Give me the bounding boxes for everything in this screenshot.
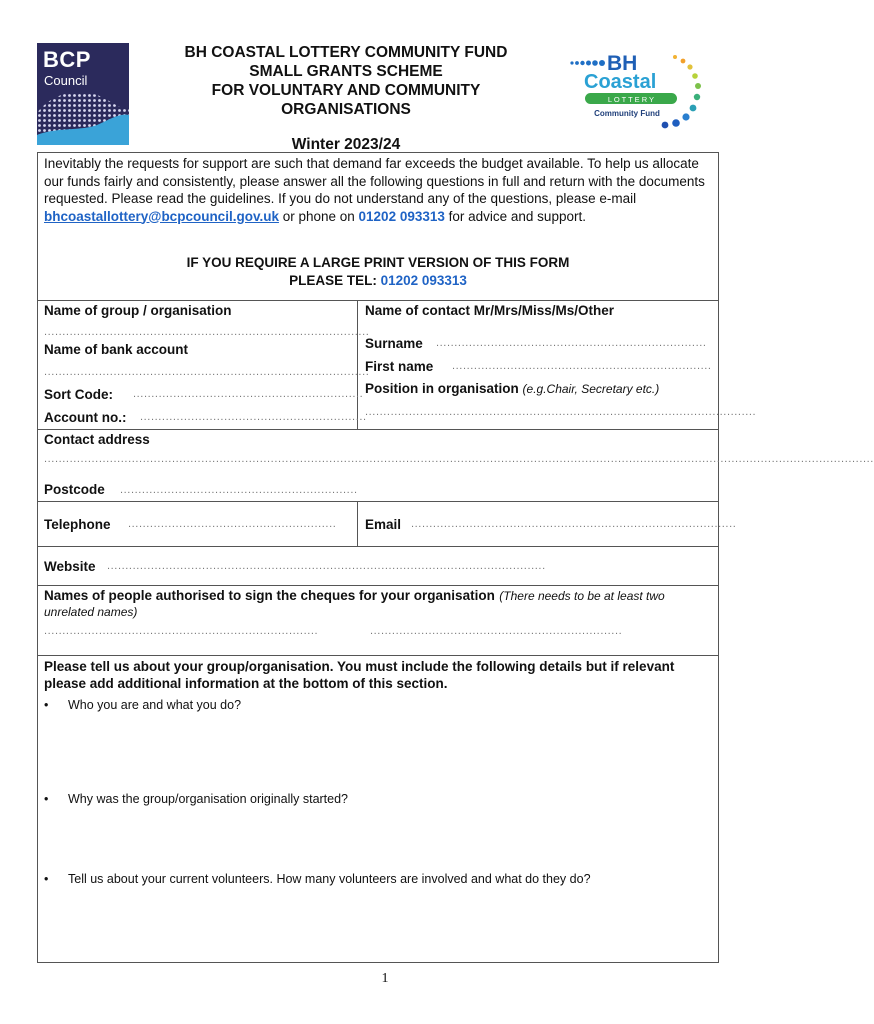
sort-code-label: Sort Code: xyxy=(44,387,113,402)
answer-area-who-you-are[interactable] xyxy=(44,718,712,790)
surname-field[interactable]: .......................................................................... xyxy=(436,337,707,349)
divider xyxy=(37,585,719,586)
contact-address-label: Contact address xyxy=(44,432,150,447)
community-fund-logo-text: Community Fund xyxy=(594,109,660,118)
group-name-label: Name of group / organisation xyxy=(44,303,232,318)
signatories-label xyxy=(44,588,712,620)
bullet-icon: • xyxy=(44,872,49,886)
bank-account-name-field[interactable]: ......................................................................................... xyxy=(44,366,370,378)
contact-name-label: Name of contact Mr/Mrs/Miss/Ms/Other xyxy=(365,303,615,318)
first-name-label: First name xyxy=(365,359,434,374)
group-name-field[interactable]: ......................................................................................... xyxy=(44,326,370,338)
about-bullet-text: Tell us about your current volunteers. How many volunteers are involved and what do they do? xyxy=(68,872,591,886)
form-title xyxy=(140,43,552,119)
intro-text: Inevitably the requests for support are such that demand far exceeds the budget available. To help us allocate our funds fairly and consistently, please answer all the following questions in full and return with the documents requested. Please read the guidelines. If you do not understand any of the questions, please e-mail xyxy=(44,156,705,206)
dotted-wave-graphic xyxy=(37,83,129,145)
bh-coastal-logo-graphic xyxy=(563,43,708,135)
bh-coastal-lottery-logo xyxy=(563,43,708,135)
title-line: FOR VOLUNTARY AND COMMUNITY xyxy=(211,82,481,99)
about-bullet-text: Who you are and what you do? xyxy=(68,698,242,712)
council-logo-text: Council xyxy=(44,73,88,88)
answer-area-volunteers[interactable] xyxy=(44,892,712,958)
telephone-field[interactable]: ......................................................... xyxy=(128,518,337,530)
bullet-icon: • xyxy=(44,792,49,806)
divider xyxy=(37,546,719,547)
bank-account-name-label: Name of bank account xyxy=(44,342,189,357)
about-bullet xyxy=(44,872,591,886)
title-line: BH COASTAL LOTTERY COMMUNITY FUND xyxy=(184,44,508,61)
title-line: ORGANISATIONS xyxy=(281,101,411,118)
postcode-field[interactable]: ................................................................. xyxy=(120,484,358,496)
divider xyxy=(37,300,719,301)
about-bullet xyxy=(44,698,241,712)
bullet-icon: • xyxy=(44,698,49,712)
first-name-field[interactable]: ....................................................................... xyxy=(452,360,712,372)
position-label xyxy=(365,381,659,396)
intro-text: or phone on xyxy=(278,208,359,224)
position-field[interactable]: ........................................................................................................... xyxy=(365,406,757,418)
season-heading: Winter 2023/24 xyxy=(291,136,401,153)
website-field[interactable]: ........................................................................................................................ xyxy=(107,560,546,572)
divider xyxy=(37,655,719,656)
account-number-field[interactable]: .............................................................. xyxy=(140,411,367,423)
divider xyxy=(37,501,719,502)
intro-paragraph xyxy=(44,155,710,225)
signatories-label-text: Names of people authorised to sign the cheques for your organisation xyxy=(44,588,495,603)
large-print-prefix: PLEASE TEL: xyxy=(289,272,381,288)
column-divider xyxy=(357,300,358,429)
position-label-text: Position in organisation xyxy=(365,381,519,396)
page-number: 1 xyxy=(381,971,389,986)
title-line: SMALL GRANTS SCHEME xyxy=(249,63,443,80)
signatories-hint: (There needs to be at least two unrelated names) xyxy=(44,589,665,619)
large-print-line: IF YOU REQUIRE A LARGE PRINT VERSION OF THIS FORM xyxy=(186,255,570,270)
sort-code-field[interactable]: ............................................................... xyxy=(133,388,364,400)
coastal-logo-text: Coastal xyxy=(584,71,657,93)
large-print-phone: 01202 093313 xyxy=(380,272,467,288)
large-print-line xyxy=(37,272,719,290)
bh-logo-text: BH xyxy=(607,52,638,75)
account-number-label: Account no.: xyxy=(44,410,127,425)
about-bullet-text: Why was the group/organisation originally started? xyxy=(68,792,349,806)
surname-label: Surname xyxy=(365,336,423,351)
website-label: Website xyxy=(44,559,96,574)
email-field[interactable]: ......................................................................................... xyxy=(411,518,737,530)
email-label: Email xyxy=(365,517,402,532)
divider xyxy=(37,429,719,430)
about-bullet xyxy=(44,792,348,806)
position-hint: (e.g.Chair, Secretary etc.) xyxy=(522,382,660,396)
contact-address-field[interactable]: ................................................................................................................................................................................................................................... xyxy=(44,453,874,465)
column-divider xyxy=(357,501,358,546)
postcode-label: Postcode xyxy=(44,482,105,497)
large-print-notice xyxy=(37,254,719,289)
contact-email-link[interactable]: bhcoastallottery@bcpcouncil.gov.uk xyxy=(44,208,279,224)
answer-area-why-started[interactable] xyxy=(44,812,712,870)
bcp-logo-text: BCP xyxy=(43,47,91,72)
lottery-logo-text: L O T T E R Y xyxy=(607,95,655,104)
signatory-2-field[interactable]: ..................................................................... xyxy=(370,625,623,637)
signatory-1-field[interactable]: ........................................................................... xyxy=(44,625,319,637)
intro-text: for advice and support. xyxy=(444,208,586,224)
about-heading: Please tell us about your group/organisation. You must include the following details but if relevant please add additional information at the bottom of this section. xyxy=(44,659,675,691)
bcp-council-logo xyxy=(37,43,129,145)
contact-phone: 01202 093313 xyxy=(358,208,445,224)
telephone-label: Telephone xyxy=(44,517,111,532)
